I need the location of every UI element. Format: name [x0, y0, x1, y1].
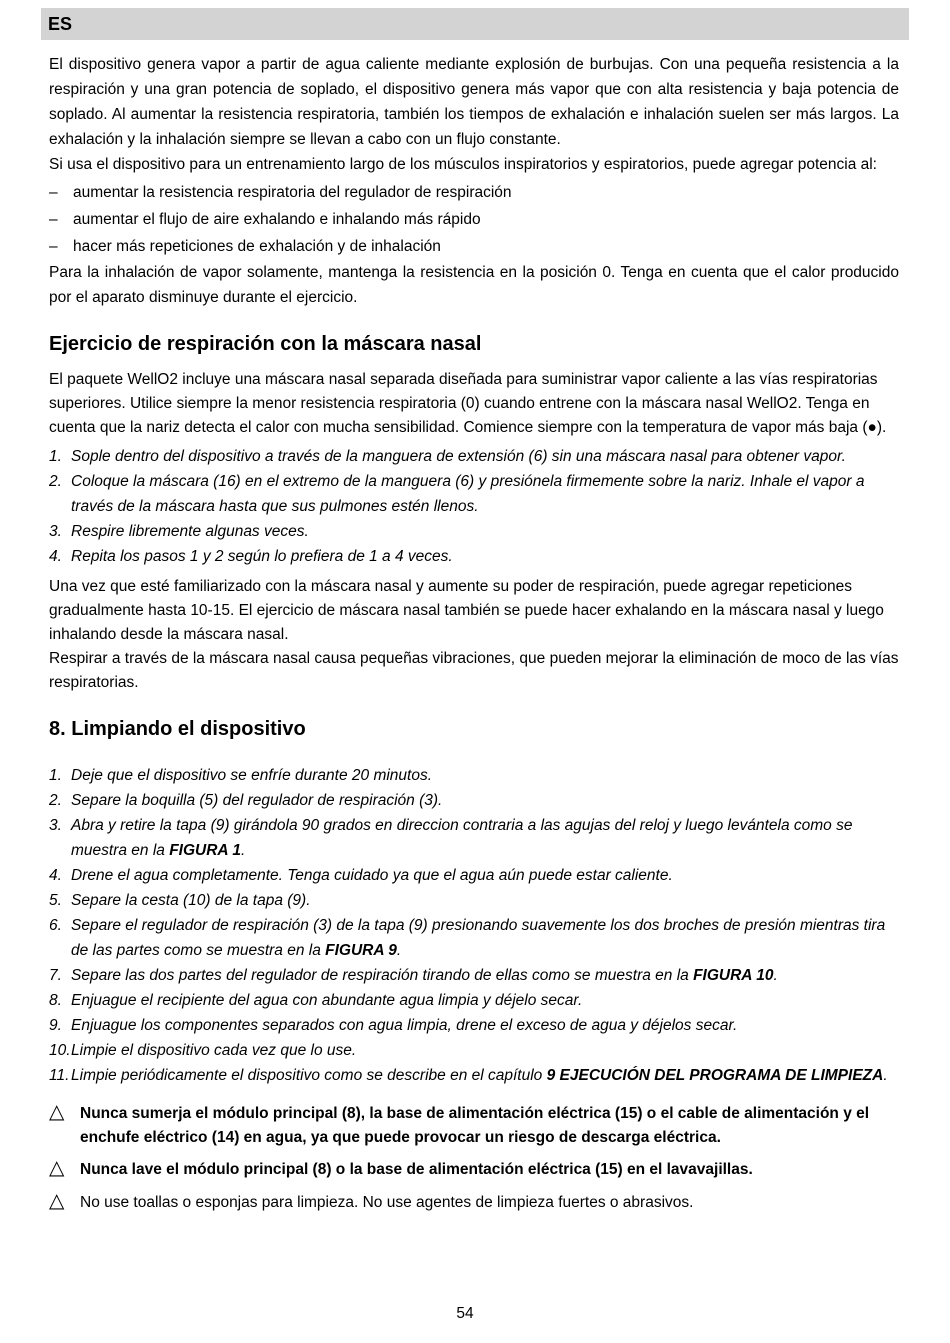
list-item: 1. Deje que el dispositivo se enfríe durante 20 minutos. — [49, 767, 433, 784]
warning-item: △ No use toallas o esponjas para limpieza. No use agentes de limpieza fuertes o abrasivos. — [49, 1190, 694, 1212]
bullet-item: – hacer más repeticiones de exhalación y de inhalación — [49, 233, 899, 260]
warning-triangle-icon: △ — [49, 1157, 65, 1179]
list-item: 1. Sople dentro del dispositivo a través de la manguera de extensión (6) sin una máscara nasal para obtener vapor. — [49, 448, 846, 465]
language-label: ES — [48, 14, 73, 34]
cleaning-steps-list — [49, 763, 899, 1088]
list-item: 4. Drene el agua completamente. Tenga cuidado ya que el agua aún puede estar caliente. — [49, 867, 673, 884]
bullet-item: – aumentar el flujo de aire exhalando e inhalando más rápido — [49, 206, 899, 233]
list-item: 3. Abra y retire la tapa (9) girándola 90 grados en direccion contraria a las agujas del reloj y luego levántela como se muestra en la FIGURA 1. — [49, 817, 853, 859]
intro-paragraph-1: El dispositivo genera vapor a partir de agua caliente mediante explosión de burbujas. Con una pequeña resistencia a la respiración y una gran potencia de soplado, el dispositivo genera más vapor que con alta resistencia y baja potencia de soplado. Al aumentar la resistencia respiratoria, también los tiempos de exhalación e inhalación suelen ser más largos. La exhalación y la inhalación siempre se llevan a cabo con un flujo constante. — [49, 56, 899, 148]
section-header-bar — [41, 8, 909, 40]
page-content — [49, 52, 899, 1215]
nasal-paragraph-3: Respirar a través de la máscara nasal causa pequeñas vibraciones, que pueden mejorar la eliminación de moco de las vías respiratorias. — [49, 650, 899, 691]
list-item: 4. Repita los pasos 1 y 2 según lo prefiera de 1 a 4 veces. — [49, 548, 453, 565]
list-item: 10. Limpie el dispositivo cada vez que lo use. — [49, 1042, 357, 1059]
warning-triangle-icon: △ — [49, 1190, 65, 1212]
list-item: 11. Limpie periódicamente el dispositivo como se describe en el capítulo 9 EJECUCIÓN DEL PROGRAMA DE LIMPIEZA. — [49, 1067, 888, 1084]
nasal-paragraph-1: El paquete WellO2 incluye una máscara nasal separada diseñada para suministrar vapor caliente a las vías respiratorias superiores. Utilice siempre la menor resistencia respiratoria (0) cuando entrene con la máscara nasal WellO2. Tenga en cuenta que la nariz detecta el calor con mucha sensibilidad. Comience siempre con la temperatura de vapor más baja (●). — [49, 371, 887, 436]
cleaning-section-title: 8. Limpiando el dispositivo — [49, 718, 306, 740]
intro-bullet-list — [49, 179, 899, 260]
warning-item: △ Nunca lave el módulo principal (8) o la base de alimentación eléctrica (15) en el lavavajillas. — [49, 1157, 753, 1179]
list-item: 7. Separe las dos partes del regulador de respiración tirando de ellas como se muestra en la FIGURA 10. — [49, 967, 778, 984]
list-item: 2. Separe la boquilla (5) del regulador de respiración (3). — [49, 792, 443, 809]
nasal-steps-list — [49, 444, 899, 569]
page-number: 54 — [456, 1305, 474, 1322]
warning-triangle-icon: △ — [49, 1101, 65, 1123]
intro-paragraph-2: Si usa el dispositivo para un entrenamiento largo de los músculos inspiratorios y espiratorios, puede agregar potencia al: — [49, 156, 877, 173]
warnings-block — [49, 1102, 899, 1215]
intro-paragraph-3: Para la inhalación de vapor solamente, mantenga la resistencia en la posición 0. Tenga en cuenta que el calor producido por el aparato disminuye durante el ejercicio. — [49, 264, 899, 306]
list-item: 3. Respire libremente algunas veces. — [49, 523, 309, 540]
list-item: 6. Separe el regulador de respiración (3) de la tapa (9) presionando suavemente los dos broches de presión mientras tira de las partes como se muestra en la FIGURA 9. — [49, 917, 886, 959]
list-item: 9. Enjuague los componentes separados con agua limpia, drene el exceso de agua y déjelos secar. — [49, 1017, 738, 1034]
bullet-item: – aumentar la resistencia respiratoria del regulador de respiración — [49, 179, 899, 206]
warning-item: △ Nunca sumerja el módulo principal (8), la base de alimentación eléctrica (15) o el cable de alimentación y el enchufe eléctrico (14) en agua, ya que puede provocar un riesgo de descarga eléctrica. — [49, 1101, 870, 1146]
list-item: 2. Coloque la máscara (16) en el extremo de la manguera (6) y presiónela firmemente sobre la nariz. Inhale el vapor a través de la máscara hasta que sus pulmones estén llenos. — [49, 473, 865, 515]
list-item: 5. Separe la cesta (10) de la tapa (9). — [49, 892, 311, 909]
nasal-paragraph-2: Una vez que esté familiarizado con la máscara nasal y aumente su poder de respiración, puede agregar repeticiones gradualmente hasta 10-15. El ejercicio de máscara nasal también se puede hacer exhalando en la máscara nasal y luego inhalando desde la máscara nasal. — [49, 578, 884, 643]
nasal-section-title: Ejercicio de respiración con la máscara nasal — [49, 333, 482, 355]
list-item: 8. Enjuague el recipiente del agua con abundante agua limpia y déjelo secar. — [49, 992, 583, 1009]
